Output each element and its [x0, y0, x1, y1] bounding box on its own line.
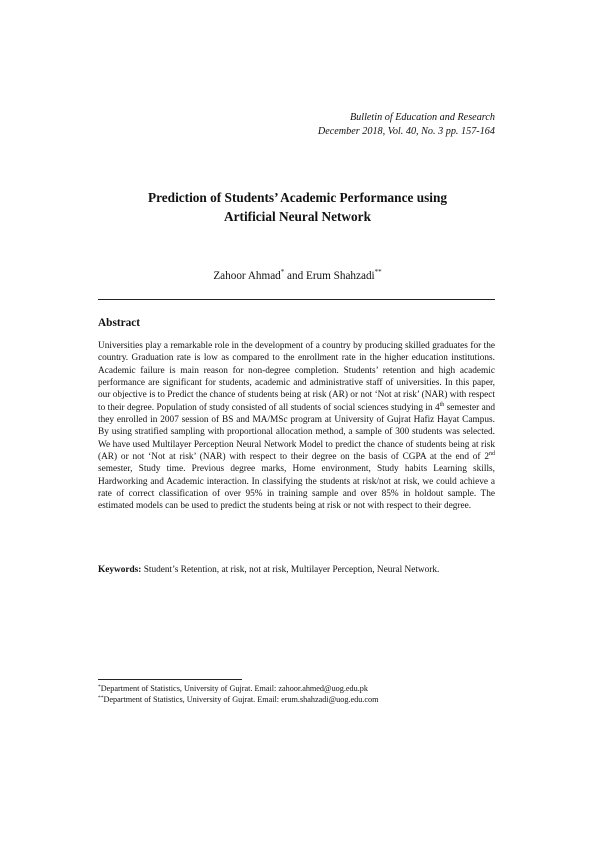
author-connector: and — [284, 270, 306, 282]
footnote-1-text: Department of Statistics, University of Gujrat. Email: zahoor.ahmed@uog.edu.pk — [100, 684, 368, 693]
author-name-2: Erum Shahzadi — [306, 270, 375, 282]
footnote-2-mark: ** — [98, 694, 104, 701]
keywords-text: Student’s Retention, at risk, not at risk, Multilayer Perception, Neural Network. — [141, 565, 440, 575]
footnote-2 — [98, 695, 518, 706]
paper-title-line-2: Artificial Neural Network — [224, 209, 371, 224]
footnote-1-mark: * — [98, 684, 101, 690]
author-list — [0, 270, 595, 282]
keywords-label: Keywords: — [98, 565, 142, 575]
keywords — [98, 564, 495, 576]
footnote-2-text: Department of Statistics, University of Gujrat. Email: erum.shahzadi@uog.edu.com — [103, 694, 379, 704]
journal-header — [318, 111, 495, 139]
footnotes — [98, 684, 518, 705]
abstract-text-part-1: Universities play a remarkable role in the development of a country by producing skilled graduates for the country. Graduation rate is low as compared to the enrollment rate in the higher education institutions. Academic failure is main reason for non-degree completion. Students’ retention and high academic performance are significant for students, academic and administrative staff of universities. In this paper, our objective is to Predict the chance of students being at risk (AR) or not ‘Not at risk’ (NAR) with respect to their degree. Population of study consisted of all students of social sciences studying in 4 — [98, 341, 495, 413]
title-divider — [98, 299, 495, 300]
abstract-text-part-2: semester and they enrolled in 2007 session of BS and MA/MSc program at University of Gujrat Hafiz Hayat Campus. By using stratified sampling with proportional allocation method, a sample of 300 students was selected. We have used Multilayer Perception Neural Network Model to predict the chance of students being at risk (AR) or not ‘Not at risk’ (NAR) with respect to their degree on the basis of CGPA at the end of 2 — [98, 402, 495, 463]
footnote-divider — [98, 679, 242, 680]
abstract-text — [98, 340, 495, 513]
abstract-superscript-2: nd — [489, 451, 495, 458]
paper-title-line-1: Prediction of Students’ Academic Performance using — [147, 190, 448, 205]
author-affiliation-mark-1: * — [280, 268, 285, 276]
issue-info: December 2018, Vol. 40, No. 3 pp. 157-164 — [317, 126, 495, 137]
author-affiliation-mark-2: ** — [374, 268, 382, 276]
journal-name: Bulletin of Education and Research — [349, 112, 495, 123]
abstract-heading: Abstract — [98, 317, 141, 329]
abstract-text-part-3: semester, Study time. Previous degree marks, Home environment, Study habits Learning skills, Hardworking and Academic interaction. In classifying the students at risk/not at risk, we could achieve a rate of correct classification of over 95% in training sample and over 85% in holdout sample. The estimated models can be used to predict the students being at risk or not with respect to their degree. — [98, 464, 495, 512]
footnote-1 — [98, 684, 518, 695]
paper-title — [0, 188, 595, 226]
author-name-1: Zahoor Ahmad — [213, 270, 281, 282]
abstract-superscript-1: th — [439, 401, 445, 408]
